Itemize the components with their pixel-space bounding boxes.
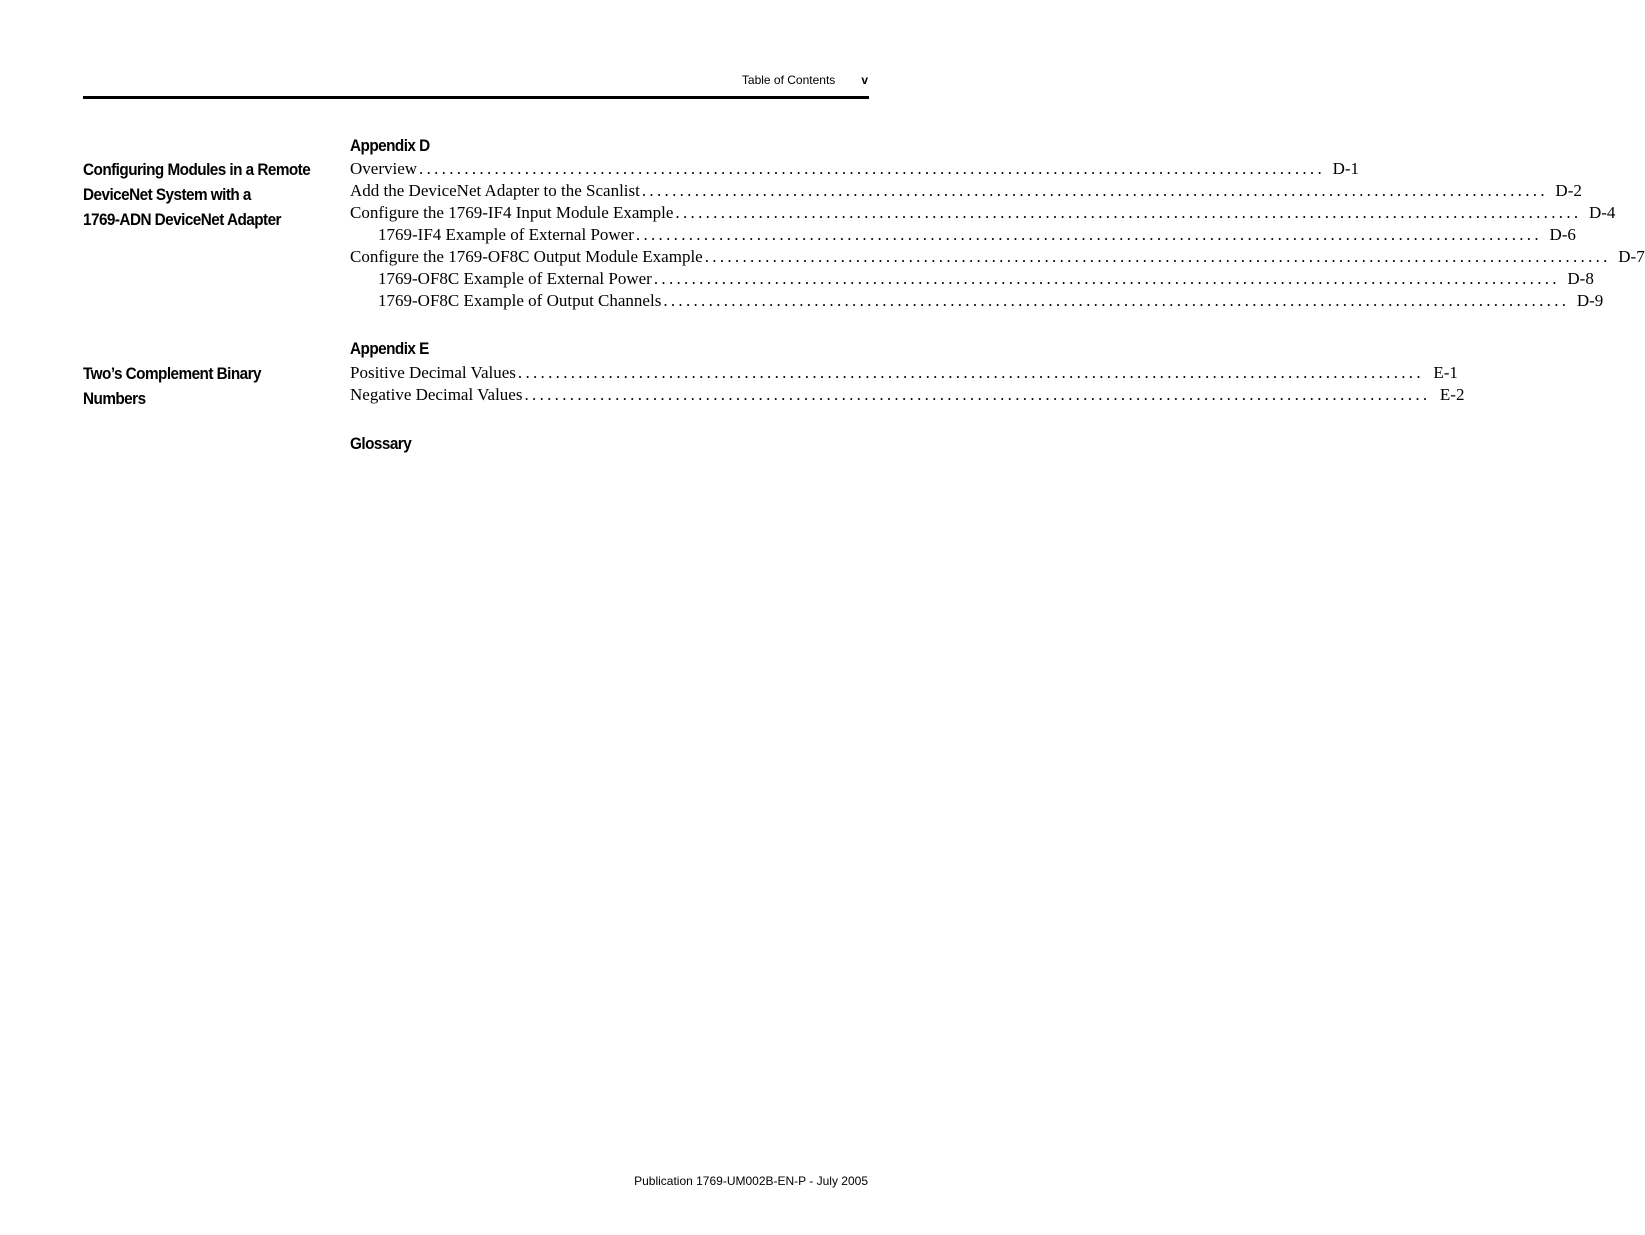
appendix-d-toc-list (350, 159, 1645, 313)
toc-entry-label: 1769-OF8C Example of Output Channels (378, 291, 662, 310)
toc-entry-page: D-8 (1567, 269, 1594, 288)
toc-entry-label: Negative Decimal Values (350, 385, 523, 404)
dot-leader: ........................................................................................................................ (419, 159, 1326, 178)
dot-leader: ........................................................................................................................ (641, 181, 1548, 200)
running-title: Table of Contents (741, 73, 836, 87)
toc-entry-page: E-2 (1439, 385, 1465, 404)
dot-leader: ........................................................................................................................ (675, 203, 1582, 222)
dot-leader: ........................................................................................................................ (517, 363, 1424, 382)
publication-footer: Publication 1769-UM002B-EN-P - July 2005 (634, 1174, 868, 1188)
appendix-d-side-title (83, 157, 344, 232)
side-title-line: Configuring Modules in a Remote (83, 160, 311, 179)
toc-entry-page: E-1 (1433, 363, 1458, 382)
toc-entry-page: D-4 (1588, 203, 1616, 222)
dot-leader: ........................................................................................................................ (635, 225, 1542, 244)
appendix-d-heading: Appendix D (350, 136, 430, 155)
toc-entry[interactable] (350, 291, 1604, 313)
appendix-e-toc-list (350, 363, 1465, 407)
toc-entry[interactable] (350, 159, 1360, 181)
toc-entry[interactable] (350, 225, 1576, 247)
toc-entry[interactable] (350, 181, 1582, 203)
toc-entry-label: 1769-OF8C Example of External Power (378, 269, 652, 288)
running-header (742, 73, 868, 87)
toc-entry-page: D-2 (1555, 181, 1582, 200)
toc-entry-label: Configure the 1769-IF4 Input Module Example (350, 203, 674, 222)
toc-entry[interactable] (350, 385, 1465, 407)
glossary-heading[interactable]: Glossary (350, 434, 412, 453)
toc-entry-label: 1769-IF4 Example of External Power (378, 225, 634, 244)
toc-entry-label: Overview (350, 159, 418, 178)
appendix-e-heading: Appendix E (350, 339, 429, 358)
header-rule (83, 96, 869, 99)
toc-entry-label: Positive Decimal Values (350, 363, 516, 382)
toc-entry-page: D-6 (1549, 225, 1576, 244)
toc-entry[interactable] (350, 203, 1616, 225)
toc-entry-label: Add the DeviceNet Adapter to the Scanlist (350, 181, 640, 200)
toc-entry[interactable] (350, 363, 1458, 385)
page-number: v (861, 73, 868, 87)
side-title-line: DeviceNet System with a (83, 185, 251, 204)
toc-entry-page: D-9 (1576, 291, 1604, 310)
side-title-line: 1769-ADN DeviceNet Adapter (83, 210, 281, 229)
dot-leader: ........................................................................................................................ (704, 247, 1611, 266)
dot-leader: ........................................................................................................................ (653, 269, 1560, 288)
dot-leader: ........................................................................................................................ (663, 291, 1570, 310)
toc-entry-page: D-1 (1332, 159, 1360, 178)
toc-entry[interactable] (350, 247, 1645, 269)
dot-leader: ........................................................................................................................ (524, 385, 1431, 404)
appendix-e-side-title (83, 361, 344, 411)
side-title-line: Numbers (83, 389, 146, 408)
side-title-line: Two’s Complement Binary (83, 364, 262, 383)
toc-entry[interactable] (350, 269, 1594, 291)
toc-entry-page: D-7 (1618, 247, 1645, 266)
toc-entry-label: Configure the 1769-OF8C Output Module Example (350, 247, 703, 266)
